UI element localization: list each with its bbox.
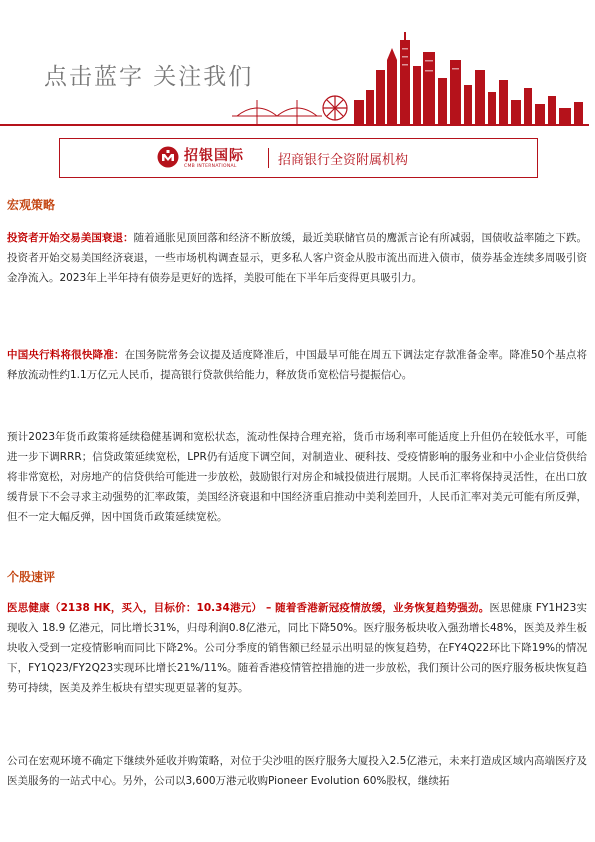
logo-text-en: CMB INTERNATIONAL bbox=[184, 164, 237, 169]
paragraph-body: 随着通胀见顶回落和经济不断放缓，最近美联储官员的鹰派言论有所减弱，国债收益率随之下跌。投资者开始交易美国经济衰退，一些市场机构调查显示，更多私人客户资金从股市流出而进入债市，债券基金连续多周吸引资金净流入。2023年上半年持有债券是更好的选择，美股可能在下半年后变得更具吸引力。 bbox=[7, 232, 588, 284]
cmbi-logo-box bbox=[59, 138, 538, 178]
paragraph-body: 公司在宏观环境不确定下继续外延收并购策略，对位于尖沙咀的医疗服务大厦投入2.5亿港元，未来打造成区域内高端医疗及医美服务的一站式中心。另外，公司以3,600万港元收购Pioneer Evolution 60%股权，继续拓 bbox=[7, 755, 587, 787]
paragraph-lead: 中国央行料将很快降准： bbox=[7, 349, 125, 361]
paragraph-stock-review bbox=[7, 598, 587, 698]
logo-tagline: 招商银行全资附属机构 bbox=[278, 153, 409, 168]
cmbi-logo-icon bbox=[157, 146, 179, 168]
paragraph-lead: 医思健康（2138 HK，买入，目标价：10.34港元） – 随着香港新冠疫情放缓，业务恢复趋势强劲。 bbox=[7, 602, 490, 614]
logo-text-cn: 招银国际 bbox=[184, 148, 244, 164]
city-skyline-illustration bbox=[232, 30, 595, 126]
paragraph-body: 预计2023年货币政策将延续稳健基调和宽松状态，流动性保持合理充裕，货币市场利率可能适度上升但仍在较低水平，可能进一步下调RRR；信贷政策延续宽松，LPR仍有适度下调空间，对制造业、硬科技、受疫情影响的服务业和中小企业信贷供给将非常宽松，对房地产的信贷供给可能进一步放松，鼓励银行对房企和城投债进行展期。人民币汇率将保持灵活性，在出口放缓背景下不会寻求主动强势的汇率政策，美国经济衰退和中国经济重启推动中美利差回升，人民币汇率对美元可能有所反弹，但不一定大幅反弹，因中国货币政策延续宽松。 bbox=[7, 431, 587, 523]
section-heading-macro: 宏观策略 bbox=[7, 198, 56, 212]
banner-divider bbox=[0, 124, 589, 126]
paragraph-lead: 投资者开始交易美国衰退： bbox=[7, 232, 134, 244]
paragraph-us-recession bbox=[7, 228, 587, 288]
header-banner bbox=[0, 0, 595, 190]
section-heading-stocks: 个股速评 bbox=[7, 570, 56, 584]
paragraph-body: 在国务院常务会议提及适度降准后，中国最早可能在周五下调法定存款准备金率。降准50个基点将释放流动性约1.1万亿元人民币，提高银行贷款供给能力，释放货币宽松信号提振信心。 bbox=[7, 349, 588, 381]
paragraph-rrr-cut bbox=[7, 345, 587, 385]
logo-separator bbox=[268, 148, 269, 168]
paragraph-monetary-policy bbox=[7, 427, 587, 527]
banner-title[interactable]: 点击蓝字 关注我们 bbox=[44, 64, 254, 90]
paragraph-body: 医思健康 FY1H23实现收入 18.9 亿港元，同比增长31%，归母利润0.8亿港元，同比下降50%。医疗服务板块收入强劲增长48%，医美及养生板块收入受到一定疫情影响而同比下降2%。公司分季度的销售额已经显示出明显的恢复趋势，在FY4Q22环比下降19%的情况下，FY1Q23/FY2Q23实现环比增长21%/11%。随着香港疫情管控措施的进一步放松，我们预计公司的医疗服务板块恢复趋势可持续，医美及养生板块有望实现更显著的复苏。 bbox=[7, 602, 587, 694]
paragraph-acquisition bbox=[7, 751, 587, 791]
